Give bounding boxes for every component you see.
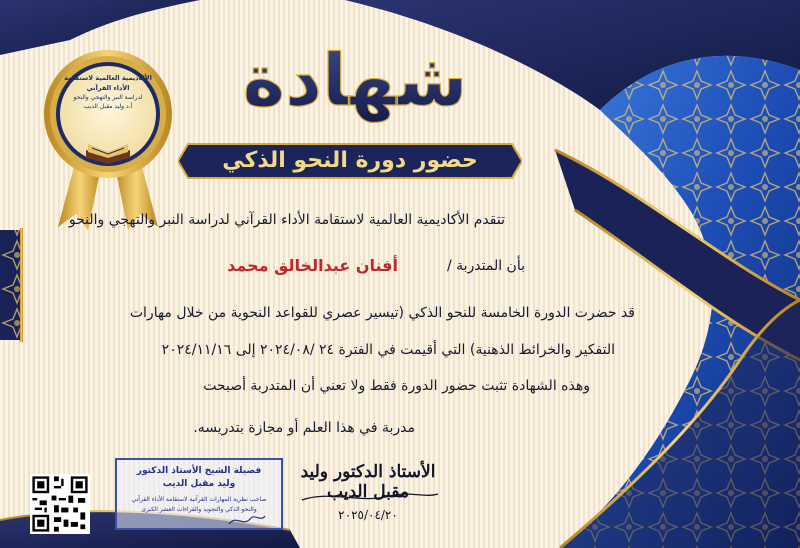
signature-name: الأستاذ الدكتور وليد مقبل الديب	[300, 462, 436, 502]
stamp-line-3: صاحب نظرية المهارات القرآنية لاستقامة الأداء القرآني	[131, 496, 267, 503]
official-stamp	[115, 458, 283, 530]
title-text: شهادة	[242, 38, 468, 122]
seal-line-4: أ.د وليد مقبل الديب	[83, 103, 133, 110]
stamp-line-4: والنحو الذكي والتجويد والقراءات العشر الكبرى	[141, 506, 257, 513]
seal-line-1: الأكاديمية العالمية لاستقامة	[64, 74, 152, 82]
trainee-name: أفنان عبدالخالق محمد	[227, 256, 398, 275]
seal-line-3: لدراسة النبر والتهجي والنحو	[73, 94, 143, 101]
signature-flourish	[300, 488, 440, 506]
certificate-title	[235, 30, 475, 125]
signature-date: ٢٠٢٥/٠٤/٢٠	[338, 508, 398, 522]
qr-code-icon[interactable]	[30, 474, 90, 534]
seal-line-2: الأداء القرآني	[86, 84, 130, 92]
stamp-line-1: فضيلة الشيخ الأستاذ الدكتور	[136, 466, 262, 476]
disclaimer-line-1: وهذه الشهادة تثبت حضور الدورة فقط ولا تعني أن المتدربة أصبحت	[203, 378, 590, 394]
trainee-label: بأن المتدربة /	[446, 258, 525, 274]
banner-label: حضور دورة النحو الذكي	[222, 148, 478, 173]
seal-icon	[38, 42, 178, 232]
period-line: التفكير والخرائط الذهنية) التي أقيمت في الفترة ٢٤ /٢٠٢٤/٠٨ إلى ٢٠٢٤/١١/١٦	[161, 342, 615, 358]
course-line: قد حضرت الدورة الخامسة للنحو الذكي (تيسير عصري للقواعد النحوية من خلال مهارات	[129, 305, 635, 321]
academy-line: تتقدم الأكاديمية العالمية لاستقامة الأداء القرآني لدراسة النبر والتهجي والنحو	[68, 212, 505, 228]
stamp-line-2: وليد مقبل الديب	[162, 479, 236, 489]
stamp-signature	[227, 512, 267, 530]
disclaimer-line-2: مدربة في هذا العلم أو مجازة بتدريسه.	[193, 420, 415, 436]
